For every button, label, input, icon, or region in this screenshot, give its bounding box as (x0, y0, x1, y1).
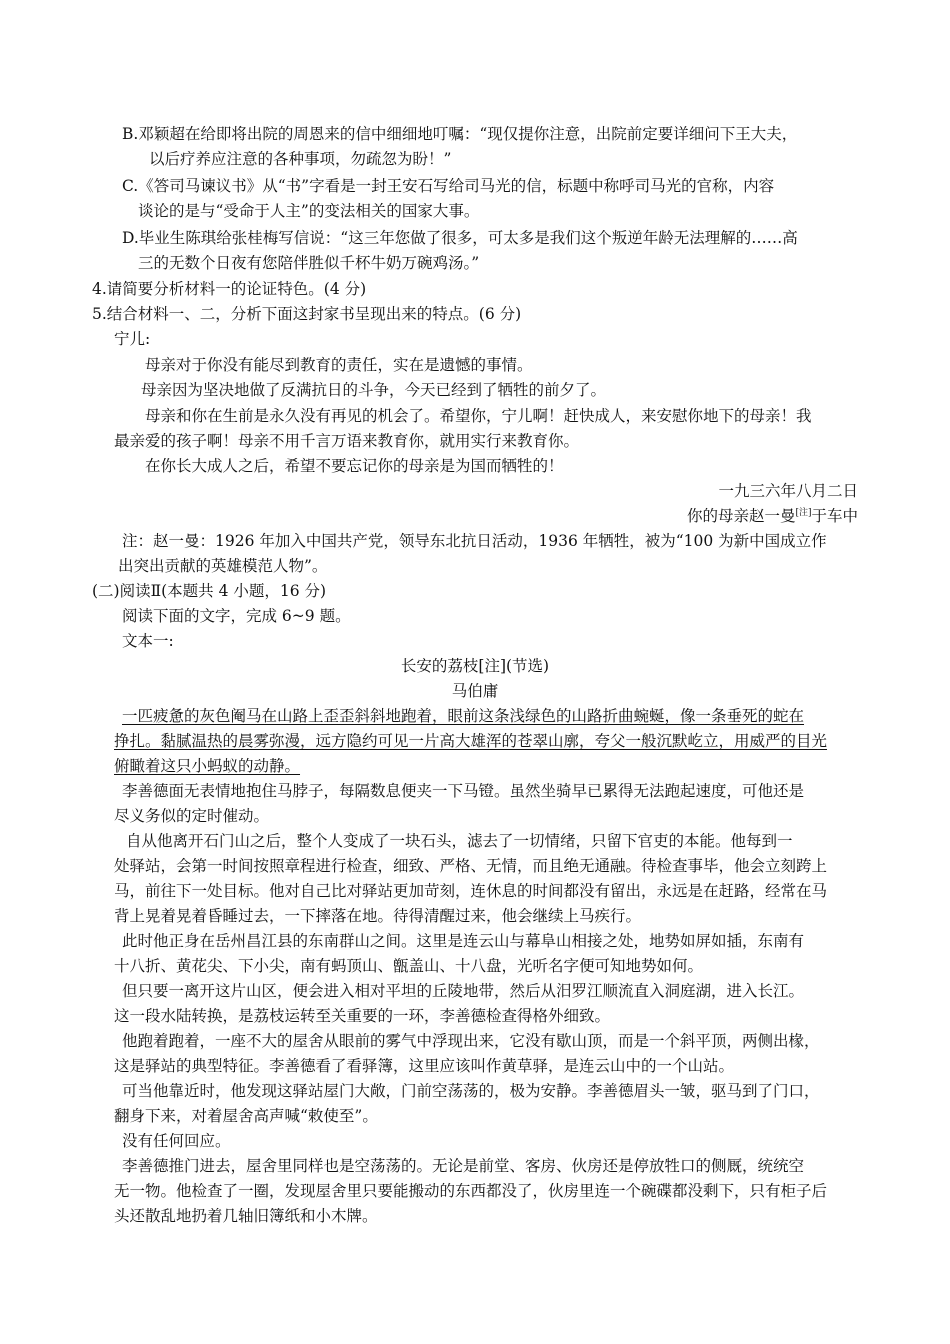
option-b-line-2: 以后疗养应注意的各种事项，勿疏忽为盼！” (149, 150, 452, 168)
letter-note-line-1: 注：赵一曼：1926 年加入中国共产党，领导东北抗日活动，1936 年牺牲，被为“100 为新中国成立作 (122, 532, 827, 550)
option-c-line-1: C.《答司马谏议书》从“书”字看是一封王安石写给司马光的信，标题中称呼司马光的官称，内容 (122, 177, 775, 195)
passage-underlined-line-1: 一匹疲惫的灰色阉马在山路上歪歪斜斜地跑着，眼前这条浅绿色的山路折曲蜿蜒，像一条垂死的蛇在 (122, 707, 805, 725)
letter-salutation: 宁儿: (114, 330, 151, 348)
signature-place: 于车中 (811, 507, 858, 525)
signature-note-marker: [注] (795, 508, 812, 518)
letter-paragraph-4: 在你长大成人之后，希望不要忘记你的母亲是为国而牺牲的！ (145, 457, 564, 475)
passage-author: 马伯庸 (451, 682, 499, 700)
passage-paragraph-d-line-1: 但只要一离开这片山区，便会进入相对平坦的丘陵地带，然后从汨罗江顺流直入洞庭湖，进入长江。 (122, 982, 805, 1000)
passage-paragraph-c-line-2: 十八折、黄花尖、下小尖，南有蚂顶山、甑盖山、十八盘，光听名字便可知地势如何。 (114, 957, 704, 975)
passage-paragraph-b-line-3: 马，前往下一处目标。他对自己比对驿站更加苛刻，连休息的时间都没有留出，永远是在赶路，经常在马 (114, 882, 828, 900)
signature-name: 你的母亲赵一曼 (686, 507, 796, 525)
passage-paragraph-b-line-1: 自从他离开石门山之后，整个人变成了一块石头，滤去了一切情绪，只留下官吏的本能。他每到一 (126, 832, 793, 850)
option-d-line-1: D.毕业生陈琪给张桂梅写信说：“这三年您做了很多，可太多是我们这个叛逆年龄无法理解的……高 (122, 229, 798, 247)
letter-signature (687, 504, 858, 528)
passage-paragraph-h-line-1: 李善德推门进去，屋舍里同样也是空荡荡的。无论是前堂、客房、伙房还是停放牲口的侧厩，统统空 (122, 1157, 805, 1175)
passage-paragraph-h-line-2: 无一物。他检查了一圈，发现屋舍里只要能搬动的东西都没了，伙房里连一个碗碟都没剩下，只有柜子后 (114, 1182, 828, 1200)
passage-paragraph-f-line-1: 可当他靠近时，他发现这驿站屋门大敞，门前空荡荡的，极为安静。李善德眉头一皱，驱马到了门口， (122, 1082, 820, 1100)
passage-paragraph-e-line-2: 这是驿站的典型特征。李善德看了看驿簿，这里应该叫作黄草驿，是连云山中的一个山站。 (114, 1057, 735, 1075)
letter-date: 一九三六年八月二日 (718, 482, 858, 500)
passage-paragraph-e-line-1: 他跑着跑着，一座不大的屋舍从眼前的雾气中浮现出来，它没有歇山顶，而是一个斜平顶，两侧出椽， (122, 1032, 820, 1050)
passage-paragraph-b-line-4: 背上晃着晃着昏睡过去，一下摔落在地。待得清醒过来，他会继续上马疾行。 (114, 907, 642, 925)
passage-paragraph-h-line-3: 头还散乱地扔着几轴旧簿纸和小木牌。 (114, 1207, 378, 1225)
letter-note-line-2: 出突出贡献的英雄模范人物”。 (118, 557, 328, 575)
option-b-line-1: B.邓颖超在给即将出院的周恩来的信中细细地叮嘱：“现仅提你注意，出院前定要详细问下王大夫， (122, 125, 798, 143)
passage-paragraph-a-line-2: 尽义务似的定时催动。 (114, 807, 270, 825)
passage-paragraph-b-line-2: 处驿站，会第一时间按照章程进行检查，细致、严格、无情，而且绝无通融。待检查事毕，他会立刻跨上 (114, 857, 828, 875)
option-c-line-2: 谈论的是与“受命于人主”的变法相关的国家大事。 (138, 202, 480, 220)
option-d-line-2: 三的无数个日夜有您陪伴胜似千杯牛奶万碗鸡汤。” (138, 254, 480, 272)
section-instruction: 阅读下面的文字，完成 6~9 题。 (122, 607, 351, 625)
passage-paragraph-f-line-2: 翻身下来，对着屋舍高声喊“敕使至”。 (114, 1107, 378, 1125)
letter-paragraph-1: 母亲对于你没有能尽到教育的责任，实在是遗憾的事情。 (145, 356, 533, 374)
letter-paragraph-3-line-2: 最亲爱的孩子啊！母亲不用千言万语来教育你，就用实行来教育你。 (114, 432, 580, 450)
section-heading: (二)阅读Ⅱ(本题共 4 小题，16 分) (92, 582, 327, 600)
passage-paragraph-g: 没有任何回应。 (122, 1132, 231, 1150)
passage-paragraph-d-line-2: 这一段水陆转换，是荔枝运转至关重要的一环，李善德检查得格外细致。 (114, 1007, 611, 1025)
question-4: 4.请简要分析材料一的论证特色。(4 分) (92, 280, 367, 298)
passage-title: 长安的荔枝[注](节选) (400, 657, 550, 675)
text-label: 文本一: (122, 632, 174, 650)
passage-underlined-line-3: 俯瞰着这只小蚂蚁的动静。 (114, 757, 301, 775)
passage-paragraph-a-line-1: 李善德面无表情地抱住马脖子，每隔数息便夹一下马镫。虽然坐骑早已累得无法跑起速度，可他还是 (122, 782, 805, 800)
question-5: 5.结合材料一、二，分析下面这封家书呈现出来的特点。(6 分) (92, 305, 522, 323)
letter-paragraph-2: 母亲因为坚决地做了反满抗日的斗争，今天已经到了牺牲的前夕了。 (141, 381, 607, 399)
passage-paragraph-c-line-1: 此时他正身在岳州昌江县的东南群山之间。这里是连云山与幕阜山相接之处，地势如屏如插，东南有 (122, 932, 805, 950)
letter-paragraph-3-line-1: 母亲和你在生前是永久没有再见的机会了。希望你，宁儿啊！赶快成人，来安慰你地下的母亲！我 (145, 407, 812, 425)
passage-underlined-line-2: 挣扎。黏腻温热的晨雾弥漫，远方隐约可见一片高大雄浑的苍翠山廓，夸父一般沉默屹立，用威严的目光 (114, 732, 828, 750)
